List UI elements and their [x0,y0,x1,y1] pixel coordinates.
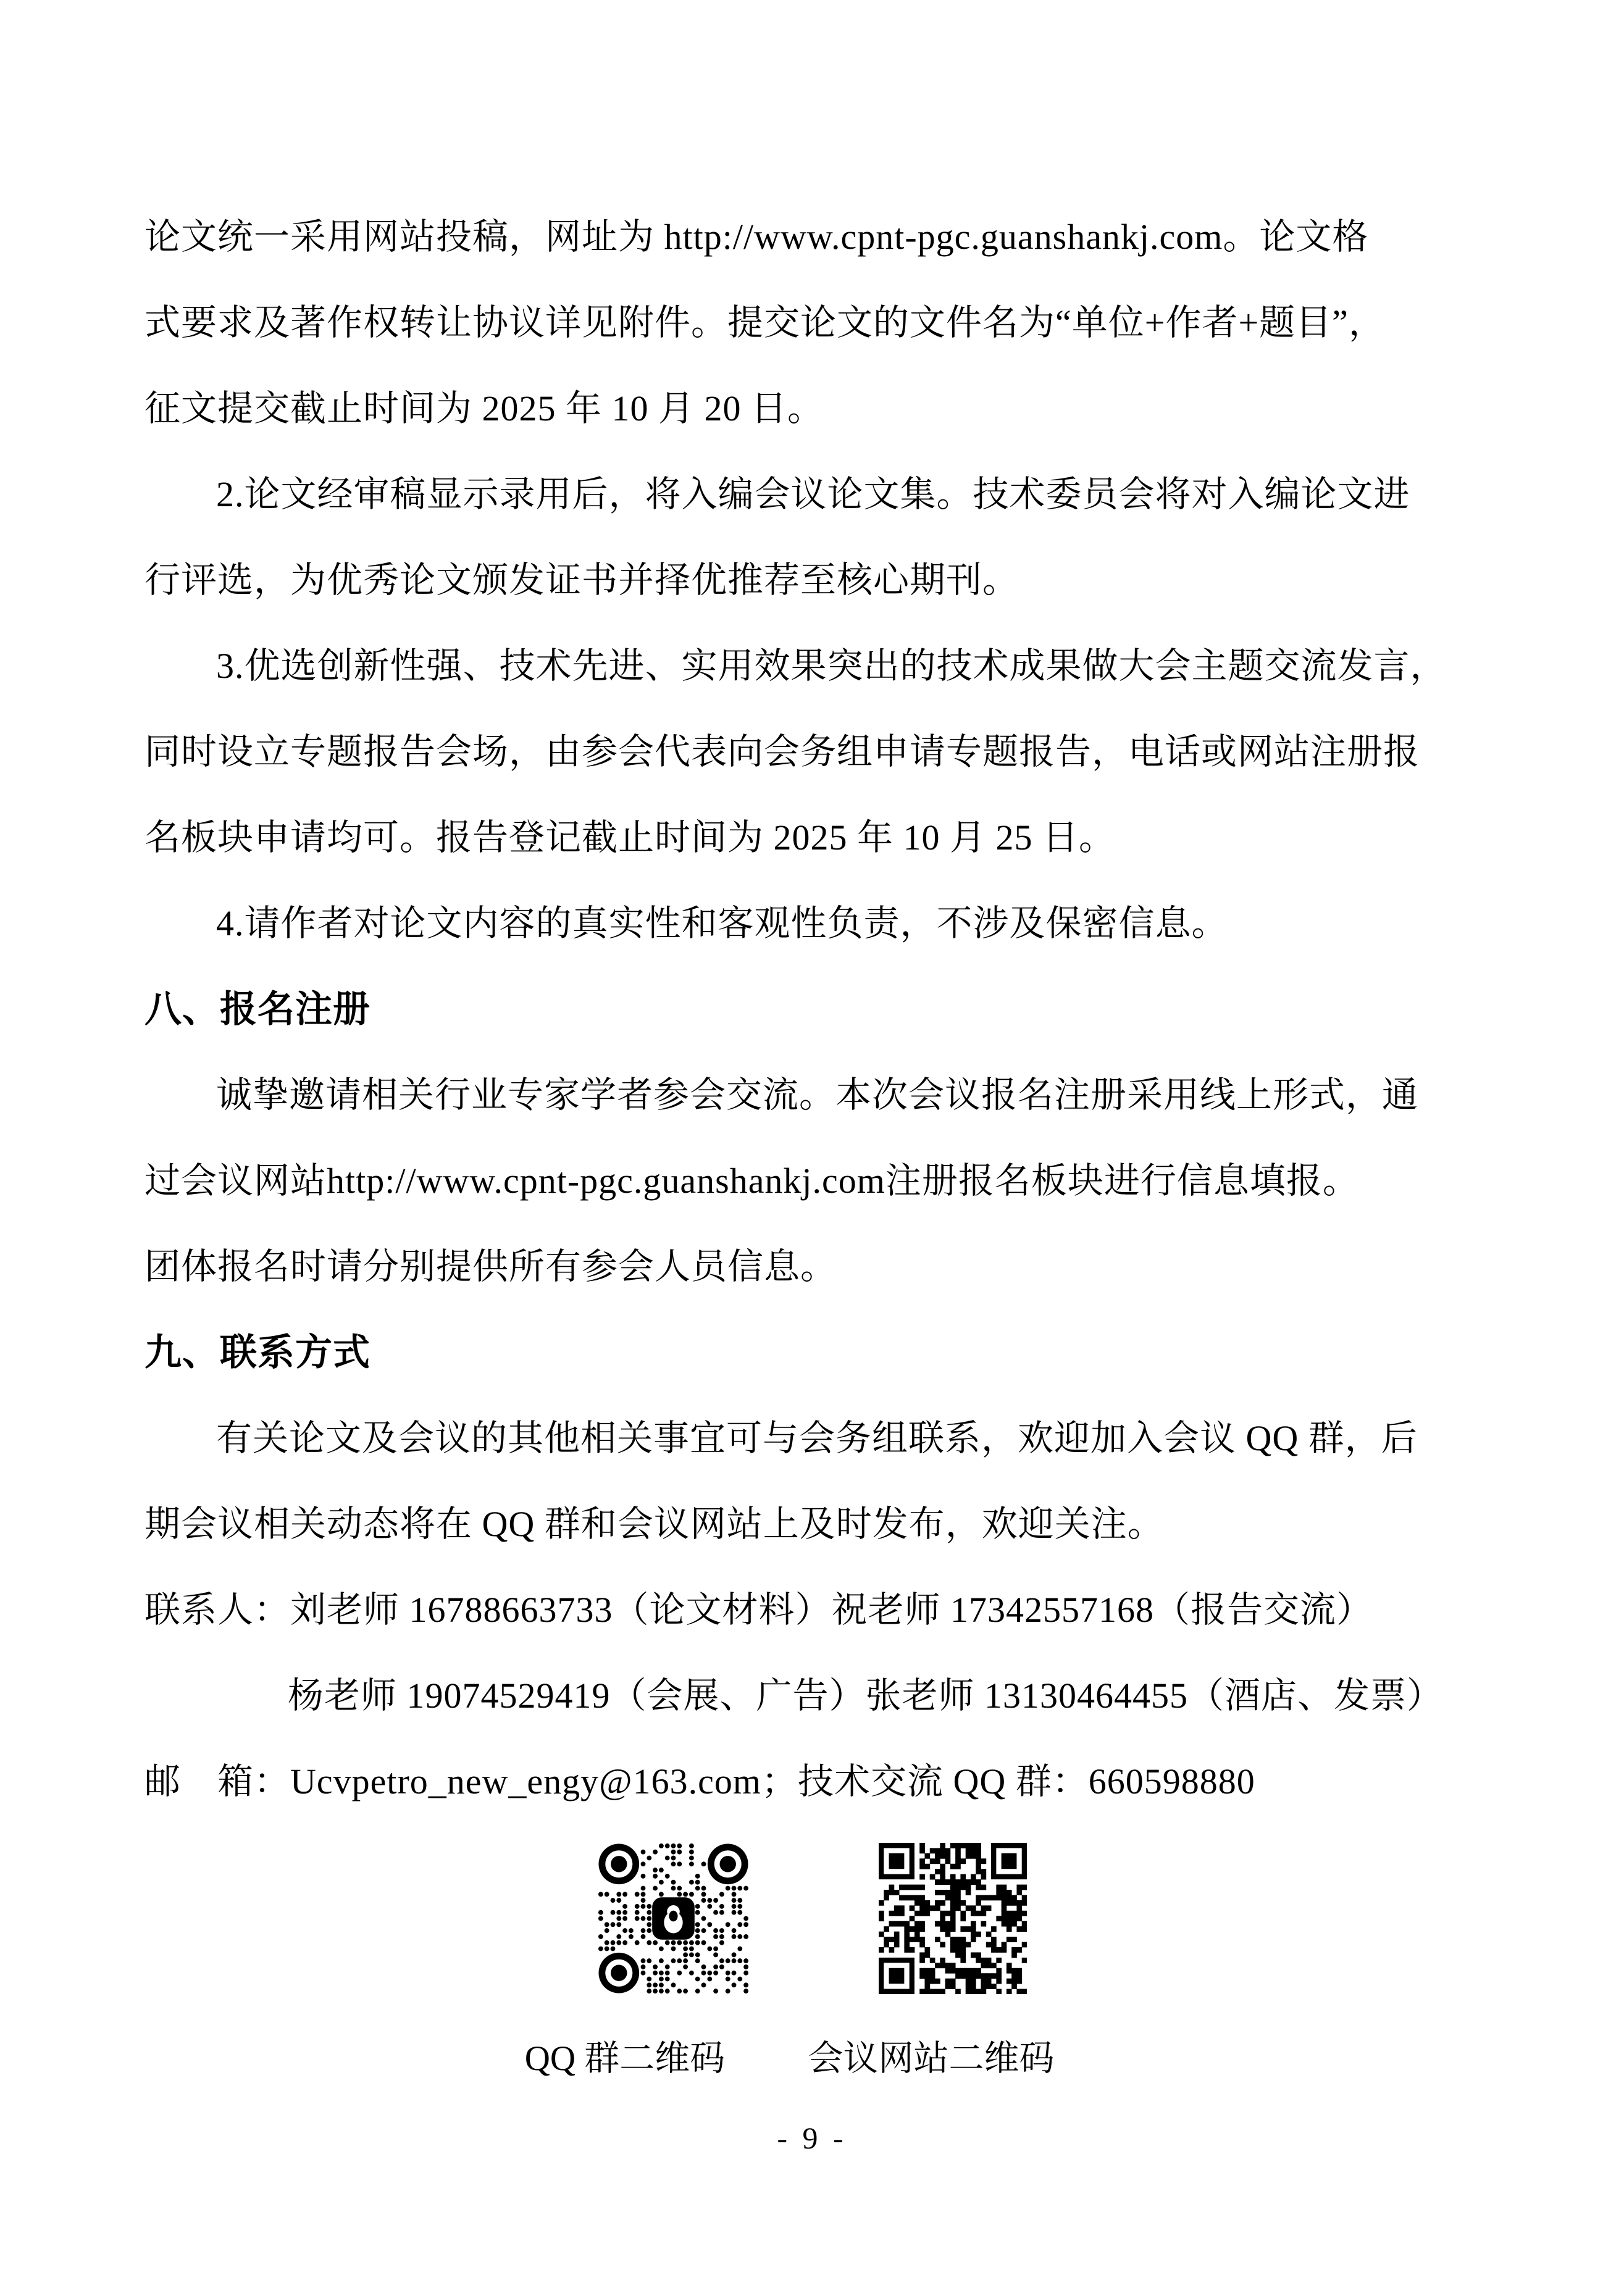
text-line: 式要求及著作权转让协议详见附件。提交论文的文件名为“单位+作者+题目”， [144,303,1385,343]
conference-website-qr-code [879,1843,1027,1994]
text-line: 行评选，为优秀论文颁发证书并择优推荐至核心期刊。 [144,560,1019,600]
section-heading: 八、报名注册 [144,988,370,1030]
text-line: 征文提交截止时间为 2025 年 10 月 20 日。 [144,388,824,428]
qq-group-qr-image [598,1843,749,1994]
document-body [144,194,1480,1824]
page-number: - 9 - [777,2121,847,2155]
qq-group-qr-label: QQ 群二维码 [524,2039,726,2078]
section-heading: 九、联系方式 [144,1332,370,1373]
qq-group-qr-code [598,1843,749,1994]
text-line: 4.请作者对论文内容的真实性和客观性负责，不涉及保密信息。 [216,903,1228,943]
text-line: 团体报名时请分别提供所有参会人员信息。 [144,1246,837,1287]
text-line: 邮 箱：Ucvpetro_new_engy@163.com；技术交流 QQ 群：660598880 [144,1761,1255,1801]
text-line: 杨老师 19074529419（会展、广告）张老师 13130464455（酒店、发票） [288,1676,1444,1716]
conference-website-qr-label: 会议网站二维码 [808,2039,1055,2078]
text-line: 联系人：刘老师 16788663733（论文材料）祝老师 17342557168（报告交流） [144,1590,1373,1630]
text-line: 过会议网站http://www.cpnt-pgc.guanshankj.com注册报名板块进行信息填报。 [144,1161,1359,1201]
text-line: 2.论文经审稿显示录用后，将入编会议论文集。技术委员会将对入编论文进 [216,474,1410,514]
text-line: 期会议相关动态将在 QQ 群和会议网站上及时发布，欢迎关注。 [144,1504,1164,1544]
conference-website-qr-image [879,1843,1027,1994]
text-line: 诚挚邀请相关行业专家学者参会交流。本次会议报名注册采用线上形式，通 [216,1075,1419,1115]
text-line: 有关论文及会议的其他相关事宜可与会务组联系，欢迎加入会议 QQ 群，后 [216,1418,1418,1458]
text-line: 论文统一采用网站投稿，网址为 http://www.cpnt-pgc.guanshankj.com。论文格 [144,217,1369,257]
text-line: 名板块申请均可。报告登记截止时间为 2025 年 10 月 25 日。 [144,817,1116,858]
text-line: 同时设立专题报告会场，由参会代表向会务组申请专题报告，电话或网站注册报 [144,732,1420,772]
text-line: 3.优选创新性强、技术先进、实用效果突出的技术成果做大会主题交流发言， [216,646,1447,686]
